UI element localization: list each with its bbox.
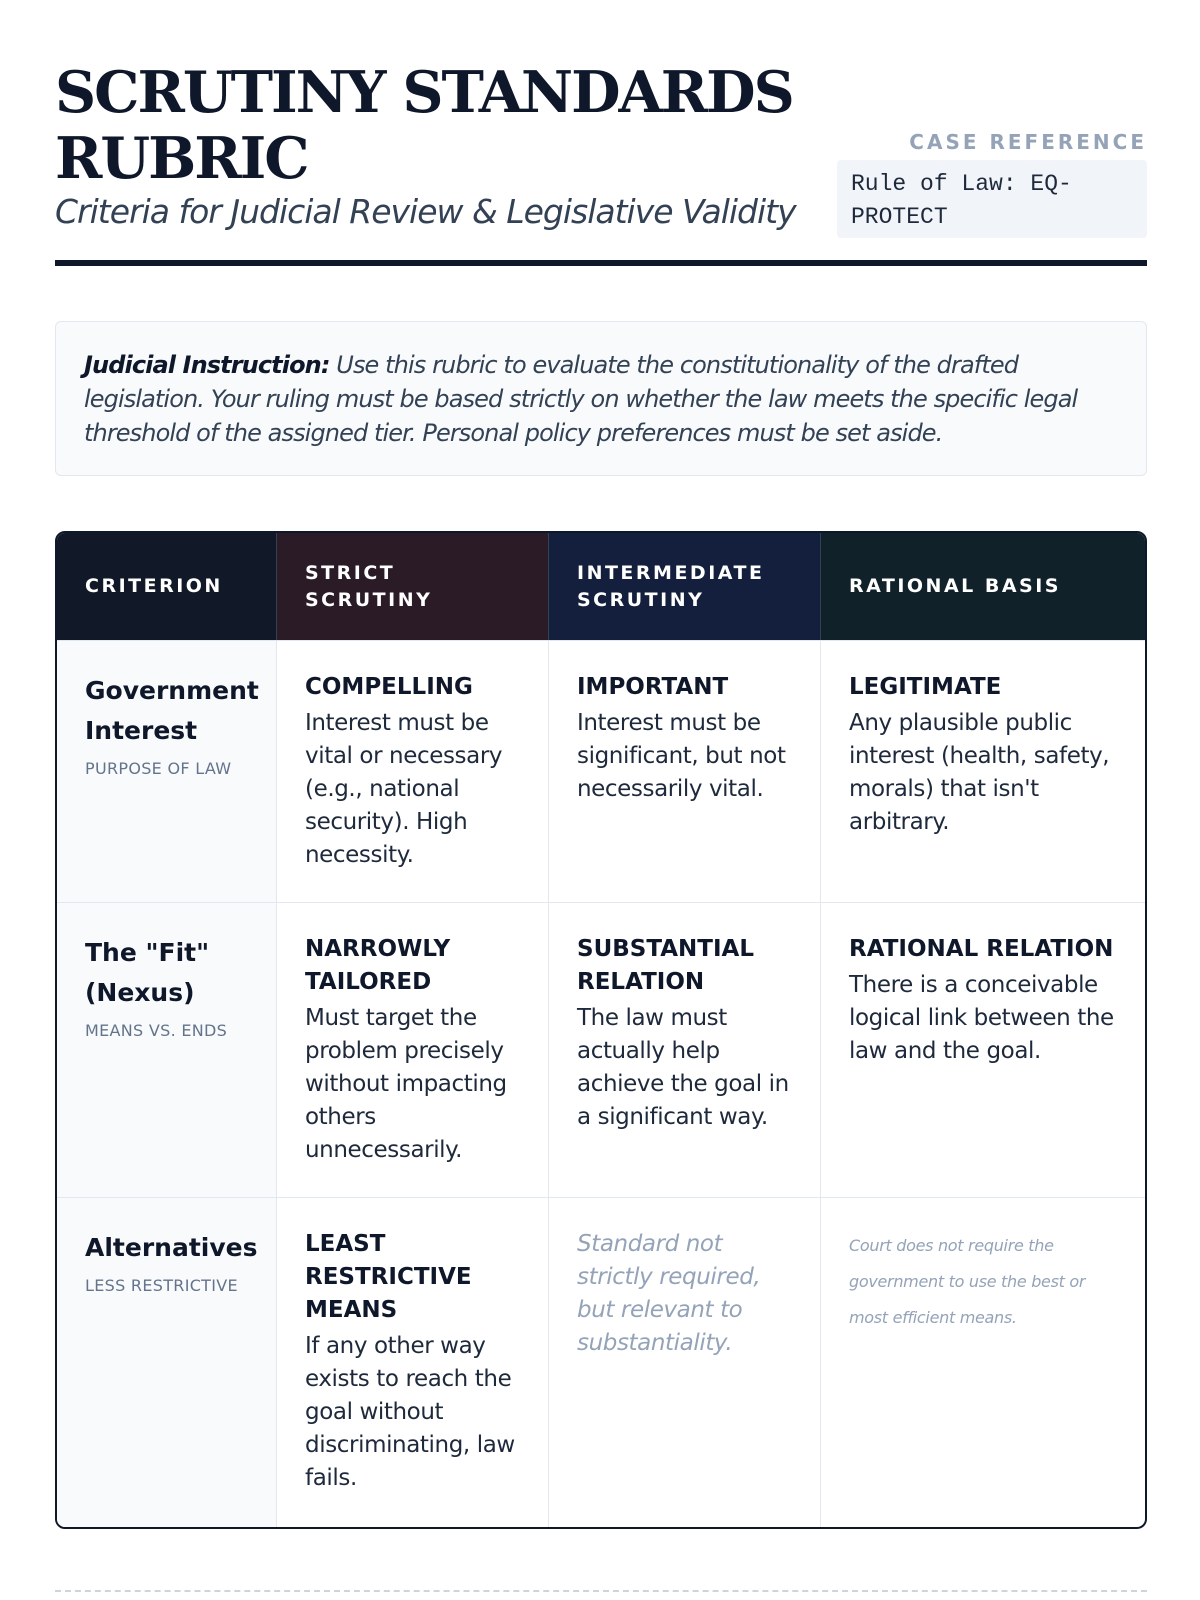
column-header-rational-basis: RATIONAL BASIS [821, 533, 1145, 640]
criterion-name: Government Interest [85, 676, 259, 745]
standard-title: COMPELLING [305, 674, 473, 700]
case-reference-value: Rule of Law: EQ-PROTECT [837, 160, 1147, 238]
case-reference-label: CASE REFERENCE [909, 130, 1147, 154]
standard-title: LEGITIMATE [849, 674, 1002, 700]
standard-note: Court does not require the government to use the best or most efficient means. [849, 1236, 1086, 1327]
standard-description: There is a conceivable logical link between the law and the goal. [849, 972, 1114, 1064]
page-title: SCRUTINY STANDARDS RUBRIC [55, 59, 793, 192]
column-header-criterion: CRITERION [57, 533, 277, 640]
column-header-strict-scrutiny: STRICT SCRUTINY [277, 533, 549, 640]
page-header [55, 60, 1147, 270]
standard-title: LEAST RESTRICTIVE MEANS [305, 1231, 472, 1323]
criterion-cell [57, 1198, 277, 1527]
standard-title: RATIONAL RELATION [849, 936, 1114, 962]
standard-description: If any other way exists to reach the goal without discriminating, law fails. [305, 1333, 515, 1491]
standard-description: Any plausible public interest (health, safety, morals) that isn't arbitrary. [849, 710, 1110, 835]
standard-description: Interest must be significant, but not necessarily vital. [577, 710, 786, 802]
strict-scrutiny-cell [277, 641, 549, 902]
strict-scrutiny-cell [277, 1198, 549, 1527]
intermediate-scrutiny-cell [549, 641, 821, 902]
criterion-name: Alternatives [85, 1233, 258, 1262]
dashed-divider [55, 1590, 1147, 1592]
rational-basis-cell [821, 641, 1145, 902]
standard-title: SUBSTANTIAL RELATION [577, 936, 754, 995]
column-header-intermediate-scrutiny: INTERMEDIATE SCRUTINY [549, 533, 821, 640]
table-row [57, 902, 1145, 1197]
instruction-text: Use this rubric to evaluate the constitutionality of the drafted legislation. Your ruling must be based strictly on whether the law meets the specific legal threshold of the assigned tier. Personal policy preferences must be set aside. [84, 351, 1078, 447]
rational-basis-cell [821, 903, 1145, 1197]
table-row [57, 640, 1145, 902]
criterion-cell [57, 641, 277, 902]
instruction-lead: Judicial Instruction: [84, 351, 330, 379]
rubric-table [55, 531, 1147, 1529]
standard-description: Interest must be vital or necessary (e.g., national security). High necessity. [305, 710, 503, 868]
standard-title: IMPORTANT [577, 674, 729, 700]
case-reference [837, 130, 1147, 238]
standard-description: The law must actually help achieve the goal in a significant way. [577, 1005, 789, 1130]
criterion-cell [57, 903, 277, 1197]
standard-note: Standard not strictly required, but relevant to substantiality. [577, 1231, 761, 1356]
rational-basis-cell [821, 1198, 1145, 1527]
criterion-subtitle: LESS RESTRICTIVE [85, 1276, 238, 1295]
standard-title: NARROWLY TAILORED [305, 936, 451, 995]
standard-description: Must target the problem precisely without impacting others unnecessarily. [305, 1005, 507, 1163]
header-divider [55, 260, 1147, 266]
criterion-subtitle: MEANS VS. ENDS [85, 1021, 228, 1040]
criterion-name: The "Fit" (Nexus) [85, 938, 210, 1007]
criterion-subtitle: PURPOSE OF LAW [85, 759, 232, 778]
intermediate-scrutiny-cell [549, 903, 821, 1197]
intermediate-scrutiny-cell [549, 1198, 821, 1527]
table-row [57, 1197, 1145, 1527]
page-subtitle: Criteria for Judicial Review & Legislative Validity [55, 192, 796, 231]
judicial-instruction-box [55, 321, 1147, 476]
strict-scrutiny-cell [277, 903, 549, 1197]
table-header-row [57, 533, 1145, 640]
